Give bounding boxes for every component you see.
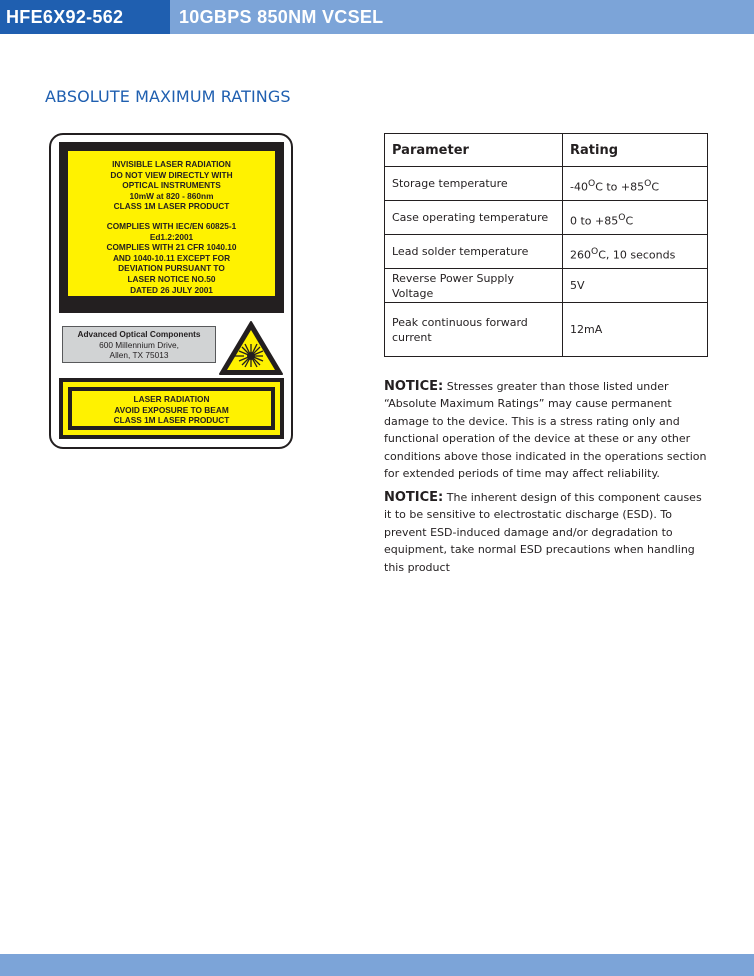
company-address-line: Allen, TX 75013 bbox=[109, 350, 169, 360]
laser-hazard-icon bbox=[218, 320, 284, 376]
table-row bbox=[385, 235, 708, 269]
rating-cell: 0 to $+85^OC$ bbox=[563, 201, 708, 235]
warning-line: INVISIBLE LASER RADIATION bbox=[112, 159, 231, 169]
bottom-warning-frame-inner bbox=[71, 390, 272, 427]
parameter-cell: Storage temperature bbox=[385, 167, 563, 201]
document-title: 10GBPS 850NM VCSEL bbox=[179, 7, 384, 27]
warning-line: DO NOT VIEW DIRECTLY WITH bbox=[110, 169, 233, 180]
compliance-line: COMPLIES WITH IEC/EN 60825-1 bbox=[106, 221, 237, 231]
header-bar bbox=[0, 0, 754, 34]
compliance-line: COMPLIES WITH 21 CFR 1040.10 bbox=[106, 242, 237, 253]
company-name: Advanced Optical Components bbox=[77, 329, 201, 339]
compliance-line: AND 1040-10.11 EXCEPT FOR bbox=[112, 252, 231, 263]
bottom-warning-line: CLASS 1M LASER PRODUCT bbox=[113, 415, 230, 426]
rating-cell: 5V bbox=[563, 269, 708, 303]
table-header-row bbox=[385, 134, 708, 167]
column-header-parameter: Parameter bbox=[385, 134, 563, 167]
part-number: HFE6X92-562 bbox=[6, 7, 124, 27]
compliance-line: DATED 26 JULY 2001 bbox=[130, 284, 213, 295]
table-row bbox=[385, 303, 708, 357]
warning-line: CLASS 1M LASER PRODUCT bbox=[113, 201, 230, 212]
parameter-cell: Peak continuous forward current bbox=[385, 303, 563, 357]
notice-text: The inherent design of this component causes it to be sensitive to electrostatic discharge (ESD). To prevent ESD-induced damage and/or degradation to equipment, take normal ESD precautions when handling this product bbox=[384, 491, 702, 574]
warning-panel bbox=[59, 142, 284, 313]
table-row bbox=[385, 167, 708, 201]
warning-text bbox=[68, 159, 275, 212]
compliance-line: Ed1.2:2001 bbox=[149, 231, 194, 242]
column-header-rating: Rating bbox=[563, 134, 708, 167]
section-title: ABSOLUTE MAXIMUM RATINGS bbox=[45, 87, 291, 106]
parameter-cell: Reverse Power Supply Voltage bbox=[385, 269, 563, 303]
parameter-cell: Case operating temperature bbox=[385, 201, 563, 235]
compliance-line: LASER NOTICE NO.50 bbox=[127, 273, 216, 284]
bottom-warning-line: AVOID EXPOSURE TO BEAM bbox=[114, 404, 229, 415]
bottom-warning-text bbox=[72, 394, 271, 426]
ratings-table bbox=[384, 133, 708, 357]
bottom-warning-line: LASER RADIATION bbox=[133, 394, 210, 404]
rating-cell: $260^OC$, 10 seconds bbox=[563, 235, 708, 269]
manufacturer-box bbox=[62, 326, 216, 363]
rating-cell: 12mA bbox=[563, 303, 708, 357]
warning-line: 10mW at 820 - 860nm bbox=[129, 190, 214, 201]
bottom-warning-frame bbox=[68, 387, 275, 430]
bottom-warning-panel bbox=[59, 378, 284, 439]
table-row bbox=[385, 269, 708, 303]
compliance-line: DEVIATION PURSUANT TO bbox=[118, 263, 225, 274]
parameter-cell: Lead solder temperature bbox=[385, 235, 563, 269]
table-row bbox=[385, 201, 708, 235]
compliance-text bbox=[68, 221, 275, 295]
rating-cell: $-40^OC$ to $+85^OC$ bbox=[563, 167, 708, 201]
notice-label: NOTICE: bbox=[384, 379, 444, 394]
notice-text: Stresses greater than those listed under “Absolute Maximum Ratings” may cause permanent damage to the device. This is a stress rating only and functional operation of the device at these or any other conditions above those indicated in the operations section for extended periods of time may affect reliability. bbox=[384, 380, 707, 481]
warning-panel-inner bbox=[67, 150, 276, 297]
company-address-line: 600 Millennium Drive, bbox=[99, 339, 179, 350]
footer-bar bbox=[0, 954, 754, 976]
notice-esd bbox=[384, 489, 710, 576]
notice-stress bbox=[384, 378, 710, 482]
warning-line: OPTICAL INSTRUMENTS bbox=[122, 180, 221, 191]
notice-label: NOTICE: bbox=[384, 490, 444, 505]
bottom-warning-panel-inner bbox=[62, 381, 281, 436]
